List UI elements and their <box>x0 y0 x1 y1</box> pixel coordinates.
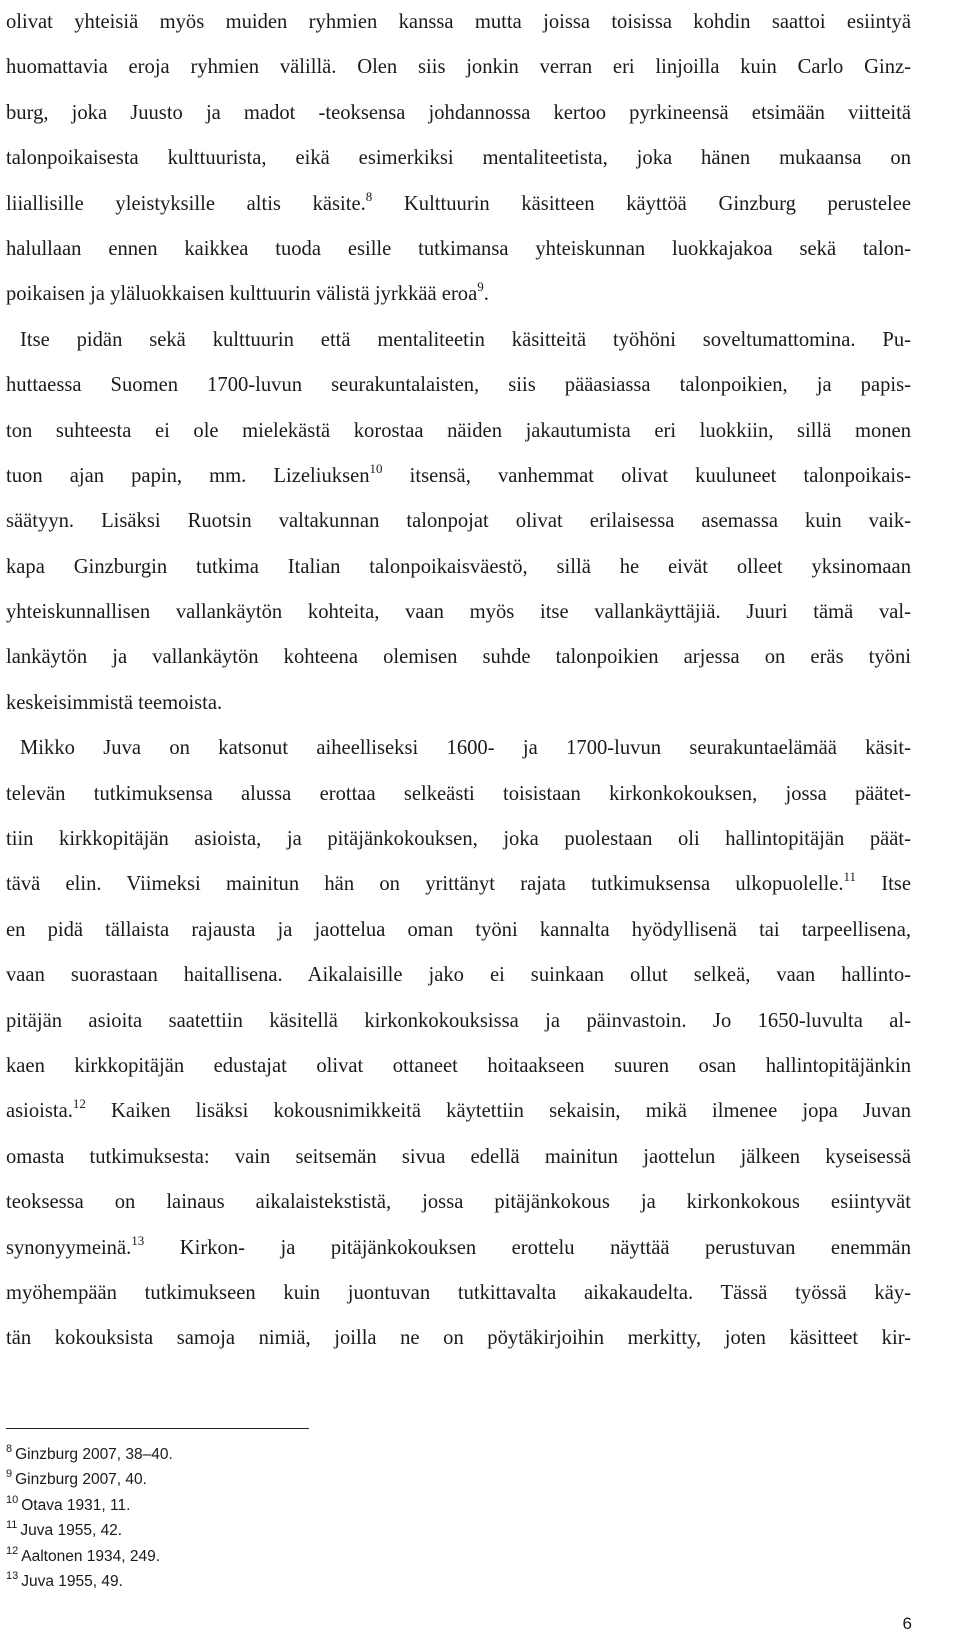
body-line <box>6 681 911 726</box>
body-line <box>6 45 911 90</box>
footnote-reference[interactable]: 12 <box>72 1096 86 1112</box>
footnote-number: 13 <box>6 1570 19 1583</box>
body-line <box>6 726 911 771</box>
body-line-text: kaen kirkkopitäjän edustajat olivat ottaneet hoitaakseen suuren osan hallintopitäjänkin <box>6 1054 911 1077</box>
body-line <box>6 1089 911 1134</box>
body-line <box>6 0 911 45</box>
body-line-text: poikaisen ja yläluokkaisen kulttuurin välistä jyrkkää eroa <box>6 283 478 306</box>
footnote-text: Otava 1931, 11. <box>21 1496 131 1514</box>
body-line-text: tuon ajan papin, mm. Lizeliuksen <box>6 464 370 487</box>
body-line-text: olivat yhteisiä myös muiden ryhmien kanssa mutta joissa toisissa kohdin saattoi esiintyä <box>6 11 911 33</box>
footnote-text: Ginzburg 2007, 40. <box>15 1471 147 1489</box>
footnote <box>6 1544 606 1569</box>
body-line-text: Kirkon- ja pitäjänkokouksen erottelu näyttää perustuvan enemmän <box>144 1236 911 1259</box>
footnote-number: 9 <box>6 1468 13 1481</box>
footnote-text: Juva 1955, 42. <box>20 1522 123 1540</box>
body-line-text: myöhempään tutkimukseen kuin juontuvan tutkittavalta aikakaudelta. Tässä työssä käy- <box>6 1281 911 1304</box>
footnote-text: Aaltonen 1934, 249. <box>21 1547 161 1565</box>
footnote <box>6 1493 606 1518</box>
body-line <box>6 1271 911 1316</box>
footnote-text: Juva 1955, 49. <box>21 1573 123 1591</box>
footnote-reference[interactable]: 10 <box>369 460 383 476</box>
body-line <box>6 227 911 272</box>
footnote-number: 12 <box>6 1544 19 1557</box>
body-line <box>6 908 911 953</box>
body-line-text: tän kokouksista samoja nimiä, joilla ne on pöytäkirjoihin merkitty, joten käsitteet kir- <box>6 1327 911 1350</box>
body-line-text: säätyyn. Lisäksi Ruotsin valtakunnan talonpojat olivat erilaisessa asemassa kuin vaik- <box>6 510 911 533</box>
body-line <box>6 862 911 907</box>
body-line-text: synonyymeinä. <box>6 1236 132 1259</box>
body-line <box>6 409 911 454</box>
body-line-text: Itse <box>856 873 911 896</box>
body-text <box>6 0 911 1362</box>
body-line-text: Itse pidän sekä kulttuurin että mentaliteetin käsitteitä työhöni soveltumattomina. Pu- <box>20 328 911 351</box>
body-line-text: itsensä, vanhemmat olivat kuuluneet talonpoikais- <box>382 464 911 487</box>
body-line-text: kapa Ginzburgin tutkima Italian talonpoikaisväestö, sillä he eivät olleet yksinomaan <box>6 555 911 578</box>
body-line-text: Mikko Juva on katsonut aiheelliseksi 1600- ja 1700-luvun seurakuntaelämää käsit- <box>20 737 911 760</box>
body-line <box>6 1316 911 1361</box>
body-line-text: liiallisille yleistyksille altis käsite. <box>6 192 366 215</box>
body-line-text: tävä elin. Viimeksi mainitun hän on yrittänyt rajata tutkimuksensa ulkopuolelle. <box>6 873 844 896</box>
body-line <box>6 1180 911 1225</box>
body-line-text: halullaan ennen kaikkea tuoda esille tutkimansa yhteiskunnan luokkajakoa sekä talon- <box>6 237 911 260</box>
footnote-separator <box>6 1428 309 1429</box>
body-line-text: . <box>483 283 489 306</box>
footnote-reference[interactable]: 11 <box>843 869 857 885</box>
body-line <box>6 590 911 635</box>
body-line-text: vaan suorastaan haitallisena. Aikalaisille jako ei suinkaan ollut selkeä, vaan hallinto- <box>6 964 911 987</box>
body-line-text: televän tutkimuksensa alussa erottaa selkeästi toisistaan kirkonkokouksen, jossa päätet- <box>6 782 911 805</box>
footnote-number: 11 <box>6 1519 18 1532</box>
body-line <box>6 182 911 227</box>
body-line <box>6 817 911 862</box>
footnote-reference[interactable]: 8 <box>365 188 373 204</box>
body-line-text: en pidä tällaista rajausta ja jaottelua oman työni kannalta hyödyllisenä tai tarpeellisena, <box>6 918 911 941</box>
body-line-text: huomattavia eroja ryhmien välillä. Olen siis jonkin verran eri linjoilla kuin Carlo Ginz- <box>6 56 911 79</box>
footnote-reference[interactable]: 9 <box>477 279 484 295</box>
footnote <box>6 1518 606 1543</box>
body-line-text: keskeisimmistä teemoista. <box>6 691 223 714</box>
body-line <box>6 136 911 181</box>
body-line-text: huttaessa Suomen 1700-luvun seurakuntalaisten, siis pääasiassa talonpoikien, ja papis- <box>6 374 911 397</box>
body-line <box>6 1044 911 1089</box>
body-line-text: yhteiskunnallisen vallankäytön kohteita, vaan myös itse vallankäyttäjiä. Juuri tämä val- <box>6 601 911 624</box>
footnote-reference[interactable]: 13 <box>131 1232 145 1248</box>
page-number: 6 <box>902 1614 912 1633</box>
footnote <box>6 1467 606 1492</box>
body-line-text: tiin kirkkopitäjän asioista, ja pitäjänkokouksen, joka puolestaan oli hallintopitäjän päät- <box>6 828 911 851</box>
body-line <box>6 363 911 408</box>
body-line-text: burg, joka Juusto ja madot -teoksensa johdannossa kertoo pyrkineensä etsimään viitteitä <box>6 101 911 124</box>
body-line-text: omasta tutkimuksesta: vain seitsemän sivua edellä mainitun jaottelun jälkeen kyseisessä <box>6 1145 911 1168</box>
body-line <box>6 318 911 363</box>
body-line-text: lankäytön ja vallankäytön kohteena olemisen suhde talonpoikien arjessa on eräs työni <box>6 646 911 669</box>
body-line <box>6 772 911 817</box>
body-line <box>6 1226 911 1271</box>
footnote <box>6 1442 606 1467</box>
body-line-text: pitäjän asioita saatettiin käsitellä kirkonkokouksissa ja päinvastoin. Jo 1650-luvulta al- <box>6 1009 911 1032</box>
body-line-text: Kaiken lisäksi kokousnimikkeitä käytettiin sekaisin, mikä ilmenee jopa Juvan <box>85 1100 911 1123</box>
body-line <box>6 272 911 317</box>
body-line <box>6 635 911 680</box>
body-line-text: ton suhteesta ei ole mielekästä korostaa näiden jakautumista eri luokkiin, sillä monen <box>6 419 911 442</box>
body-line <box>6 953 911 998</box>
footnote-text: Ginzburg 2007, 38–40. <box>15 1446 173 1463</box>
footnotes <box>6 1442 606 1594</box>
body-line <box>6 1135 911 1180</box>
body-line-text: talonpoikaisesta kulttuurista, eikä esimerkiksi mentaliteetista, joka hänen mukaansa on <box>6 147 911 170</box>
body-line <box>6 91 911 136</box>
body-line <box>6 499 911 544</box>
footnote-number: 10 <box>6 1493 19 1506</box>
body-line-text: asioista. <box>6 1100 73 1123</box>
body-line-text: Kulttuurin käsitteen käyttöä Ginzburg perustelee <box>372 192 911 215</box>
footnote <box>6 1569 606 1594</box>
body-line <box>6 999 911 1044</box>
body-line <box>6 454 911 499</box>
body-line-text: teoksessa on lainaus aikalaistekstistä, jossa pitäjänkokous ja kirkonkokous esiintyvät <box>6 1191 911 1214</box>
body-line <box>6 545 911 590</box>
footnote-number: 8 <box>6 1443 13 1455</box>
